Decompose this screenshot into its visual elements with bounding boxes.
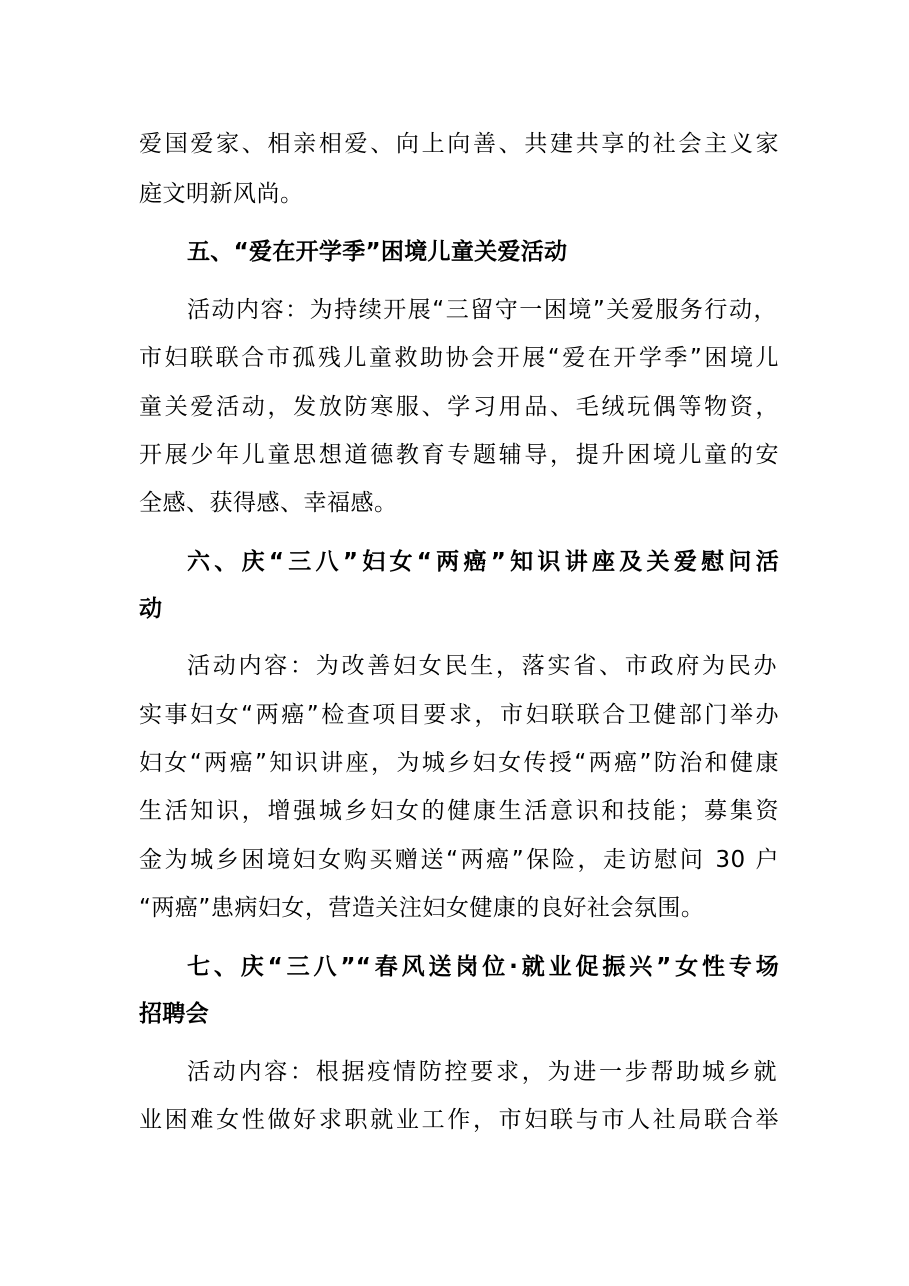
section-heading-5: 五、“爱在开学季”困境儿童关爱活动: [187, 239, 568, 265]
body-text-line: 爱国爱家、相亲相爱、向上向善、共建共享的社会主义家: [139, 131, 779, 157]
body-text-line: 开展少年儿童思想道德教育专题辅导，提升困境儿童的安: [139, 442, 779, 468]
section-heading-7-cont: 招聘会: [139, 1001, 209, 1027]
body-text-line: 市妇联联合市孤残儿童救助协会开展“爱在开学季”困境儿: [139, 345, 779, 371]
body-text-line: 生活知识，增强城乡妇女的健康生活意识和技能；募集资: [139, 798, 779, 824]
section-heading-6: 六、庆“三八”妇女“两癌”知识讲座及关爱慰问活: [187, 549, 779, 575]
body-text-line: 金为城乡困境妇女购买赠送“两癌”保险，走访慰问 30 户: [139, 847, 779, 873]
body-text-line: 全感、获得感、幸福感。: [139, 490, 398, 516]
body-text-line: 活动内容：为持续开展“三留守一困境”关爱服务行动，: [187, 297, 777, 323]
body-text-line: “两癌”患病妇女，营造关注妇女健康的良好社会氛围。: [139, 895, 705, 921]
section-heading-7: 七、庆“三八”“春风送岗位·就业促振兴”女性专场: [187, 954, 779, 980]
section-heading-6-cont: 动: [139, 596, 163, 622]
body-text-line: 童关爱活动，发放防寒服、学习用品、毛绒玩偶等物资，: [139, 394, 779, 420]
body-text-line: 妇女“两癌”知识讲座，为城乡妇女传授“两癌”防治和健康: [139, 750, 779, 776]
body-text-line: 庭文明新风尚。: [139, 181, 304, 207]
body-text-line: 业困难女性做好求职就业工作，市妇联与市人社局联合举: [139, 1107, 779, 1133]
body-text-line: 活动内容：根据疫情防控要求，为进一步帮助城乡就: [187, 1059, 777, 1085]
body-text-line: 活动内容：为改善妇女民生，落实省、市政府为民办: [187, 653, 777, 679]
body-text-line: 实事妇女“两癌”检查项目要求，市妇联联合卫健部门举办: [139, 702, 779, 728]
